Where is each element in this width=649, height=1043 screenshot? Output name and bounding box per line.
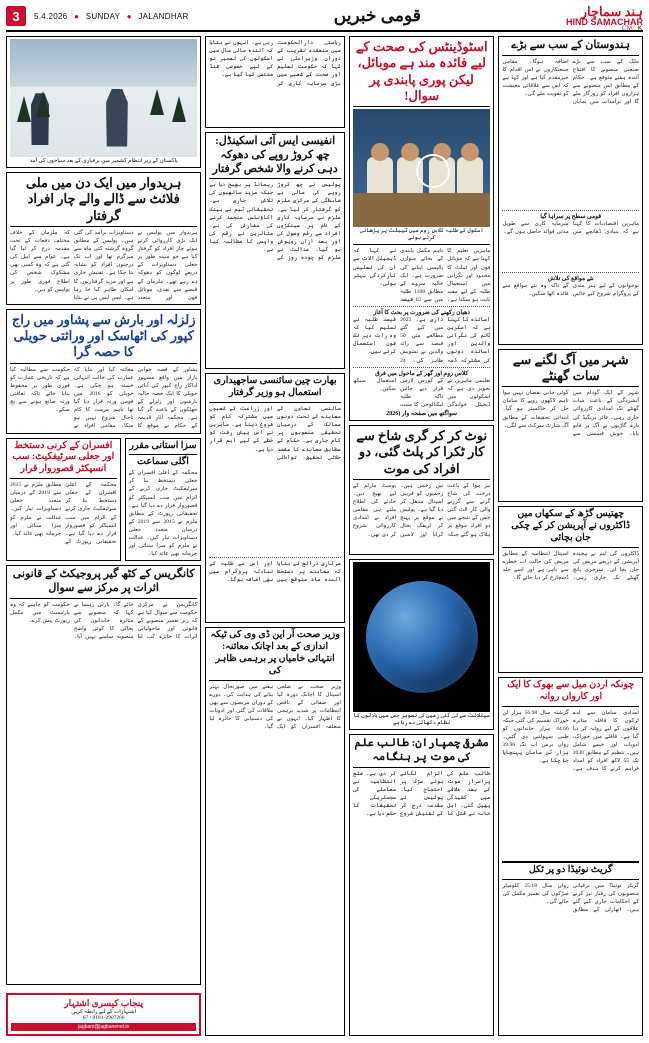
story-haridwar-text: ہریدوار میں پولیس نے ایک بڑی کارروائی کرتے ہوئے چار افراد کو گرفتار کیا ہے جو مبینہ طور پر جعلی دستاویزات کے ذریعے لوگوں کو دھوکہ دے رہے تھے۔ ملزمان کے قبضے سے نقدی، موبائل فون اور متعدد دستاویزات برآمد کی گئی ہیں۔ پولیس کے مطابق گروہ گزشتہ کئی ماہ سے سرگرم تھا اور اب تک درجنوں افراد کو نشانہ بنا چکا ہے۔ تفتیش جاری ہے اور مزید گرفتاریوں کا امکان ظاہر کیا جا رہا ہے۔ ایس ایس پی نے بتایا کہ ملزمان کے خلاف مختلف دفعات کے تحت مقدمہ درج کر لیا گیا ہے۔ عوام سے اپیل کی گئی ہے کہ وہ کسی بھی مشکوک شخص کی اطلاع فوری طور پر پولیس کو دیں۔ [10, 229, 198, 301]
column-1 [6, 36, 201, 1036]
story-surgery-text: ڈاکٹروں کی ٹیم نے پیچیدہ آپریشن کے ذریعے مریض کی جان بچا لی۔ سرجری پانچ گھنٹے تک جاری رہی۔ اسپتال انتظامیہ کے مطابق مریض کی حالت اب خطرے سے باہر ہے اور اسے جلد ڈسچارج کر دیا جائے گا۔ [502, 550, 639, 582]
globe-graphic [366, 581, 478, 693]
story-haridwar-headline: ہریدوار میں ایک دن میں ملی فلائٹ سے ڈالے والے چار افراد گرفتار [25, 175, 182, 223]
column-4 [498, 36, 643, 1036]
story-health-minister-headline: وزیر صحت آر این ڈی وی کی ٹیکہ اندازی کے بعد اچانک معائنہ: انتہائی خامیاں پر برہمی ظاہر کی [210, 630, 340, 676]
story-champaran [349, 734, 495, 1036]
lead-story-text: ماہرین تعلیم کا کہنا ہے کہ موبائل فون اور ٹیبلٹ کا محدود اور نگرانی میں استعمال طلبہ کے لیے مفید ثابت ہو سکتا ہے۔ تاہم مکمل پابندی کے بجائے متوازن پالیسی اپنانے کی ضرورت ہے۔ ایک حالیہ سروے کے مطابق 1108 طلبہ میں سے 62 فیصد نے کہا کہ ڈیجیٹل آلات سے ان کی تعلیمی کارکردگی بہتر ہوئی۔ [352, 248, 491, 303]
city-text: JALANDHAR [138, 11, 189, 21]
story-science [205, 373, 345, 623]
highlight-circle-icon [416, 154, 450, 188]
story-surgery-headline: چھتیس گڑھ کے سکھاں میں ڈاکٹروں نے آپریشن کر کے چکی جان بچائی [511, 509, 631, 543]
ad-title: پنجاب کیسری اشتہار [64, 998, 144, 1008]
story-subinspector-headline: افسران کے کرنی دستخط اور جعلی سرٹیفکیٹ: سب انسپکٹر قصوروار قرار [12, 440, 115, 475]
ad-email[interactable]: jagbani@jagbanenet.in [11, 1023, 196, 1031]
story-peshawar [6, 309, 201, 434]
classroom-photo [353, 109, 491, 227]
day-text: SUNDAY [85, 11, 121, 21]
earth-photo-caption: سیٹلائٹ سے لی گئی زمین کی تصویر جس میں بادلوں کا نظام دکھائی دے رہا ہے [353, 712, 490, 727]
story-health-minister-text: وزیر صحت نے ضلعی اسپتال کا اچانک دورہ کیا اور صفائی کے ناقص انتظامات پر شدید برہمی کا اظہار کیا۔ انہوں نے متعلقہ افسران کو ایک ہفتے میں صورتحال بہتر بنانے کی ہدایت کی۔ دورے کے دوران مریضوں سے بھی ملاقات کی گئی اور ادویات کی دستیابی کا جائزہ لیا گیا۔ [209, 683, 341, 731]
lead-story-headline: اسٹوڈینٹس کی صحت کے لیے فائدہ مند ہے موبائل، لیکن پوری پابندی پر سوال! [355, 39, 488, 103]
story-health-minister [205, 627, 345, 1036]
story-champaran-headline: مشرقی چمپاران: طالب علم کی موت پر ہنگامہ [354, 737, 489, 763]
story-subinspector-text: محکمہ کے اعلیٰ افسران کے جعلی دستخط بنا کر سرٹیفکیٹ جاری کرنے کے الزام میں سب انسپکٹر کو قصوروار قرار دے دیا گیا ہے۔ تحقیقاتی رپورٹ کے مطابق ملزم نے 2015 سے 2019 کے درمیان متعدد جعلی دستاویزات تیار کیں۔ عدالت نے ملزم کو سزا سنائی اور جرمانہ بھی عائد کیا۔ [10, 482, 117, 545]
story-congress [6, 565, 201, 985]
masthead [6, 4, 643, 32]
sidebar-court-text: محکمہ کے اعلیٰ افسران کے جعلی دستخط بنا کر سرٹیفکیٹ جاری کرنے کے الزام میں سب انسپکٹر کو قصوروار قرار دے دیا گیا ہے۔ تحقیقاتی رپورٹ کے مطابق ملزم نے 2015 سے 2019 کے درمیان متعدد جعلی دستاویزات تیار کیں۔ عدالت نے ملزم کو سزا سنائی اور جرمانہ بھی عائد کیا۔ [128, 470, 198, 558]
col4-sub-head-1: قومی سطح پر سراہا گیا [540, 213, 602, 220]
lead-sub-text-2: تعلیمی ماہرین نے تجویز دی ہے کہ اسکولوں میں ڈیجیٹل خواندگی کے کورس لازمی قرار دیے جائیں تاکہ طلبہ ٹیکنالوجی کا مثبت استعمال سیکھ سکیں۔ [352, 377, 491, 409]
col4-top-headline: ہندوستان کے سب سے بڑے [511, 39, 631, 51]
story-aid-convoy-headline: چونکہ اردن میل سے بھوک کا ایک اور کارواں روانہ [507, 679, 635, 702]
story-surgery [498, 506, 643, 673]
story-scandal-headline: انفیسی ایس آئی اسکینڈل: چھ کروڑ روپے کی دھوکہ دہی کرنے والا شخص گرفتار [212, 135, 338, 175]
snow-photo-caption: پاکستان کے زیر انتظام کشمیر میں برفباری کے بعد سیاحوں کی آمد [29, 158, 178, 164]
col4-sub-text-1: ماہرین اقتصادیات کا کہنا ہے کہ بنیادی ڈھانچے میں سرمایہ کاری سے طویل مدتی فوائد حاصل ہوں گے۔ [502, 220, 639, 235]
col2-brief-text: ریاستی دارالحکومت میں منعقدہ تقریب کے دوران وزیراعلیٰ نے کہا کہ حکومت تعلیم اور صحت کے شعبے میں بڑی سرمایہ کاری کر رہی ہے۔ انہوں نے بتایا کہ آئندہ مالی سال میں اسکولوں کی تعمیر نو کے لیے خصوصی فنڈ مختص کیا گیا ہے۔ [209, 40, 341, 87]
snow-photo-block [6, 36, 201, 168]
snow-photo [10, 39, 197, 157]
col4-top-text: ملک کے سب سے بڑے صنعتی منصوبے کا افتتاح آئندہ ہفتے متوقع ہے۔ حکام کے مطابق اس منصوبے سے ہزاروں افراد کو روزگار ملے گا اور برآمدات میں نمایاں اضافہ ہوگا۔ مقامی صنعتکاروں نے اس اقدام کا خیرمقدم کیا ہے اور کہا ہے کہ اس سے علاقائی معیشت کو تقویت ملے گی۔ [502, 58, 639, 106]
story-science-headline: بھارت چین سائنسی ساجھیداری استعمال ہو وزیر گرفتار [213, 376, 337, 399]
earth-photo [353, 562, 491, 712]
section-title: قومی خبریں [333, 6, 421, 25]
sidebar-court-sub: اگلی سماعت [137, 457, 189, 468]
page-columns [6, 36, 643, 1036]
story-car-crash-headline: نوٹ کر کر گری شاخ سے کار ٹکرا کر پلٹ گئی، دو افراد کی موت [356, 428, 488, 476]
sidebar-court-headline: سزا استانی مقرر [129, 440, 197, 451]
col4-sub-head-2: نئے مواقع کی تلاش [547, 275, 594, 282]
column-3 [349, 36, 495, 1036]
cmyk-registration-marks: CMYK [621, 26, 643, 32]
story-aid-convoy [498, 677, 643, 1036]
col2-brief [205, 36, 345, 128]
lead-sub-head-2: کلاس روم اور گھر کے ماحول میں فرق [375, 370, 469, 377]
story-noida-text: گریٹر نوئیڈا میں ترقیاتی منصوبوں کی رفتار تیز کرنے کے احکامات جاری کیے گئے ہیں۔ اتھارٹی کے مطابق رواں سال 25.18 کلومیٹر سڑکوں کی تعمیر مکمل کی جائے گی۔ [502, 882, 639, 913]
lead-story-mobile [349, 36, 495, 421]
story-subinspector [6, 438, 121, 562]
masthead-date [34, 12, 189, 21]
story-scandal-text: پولیس نے چھ کروڑ روپے کی مالی بے ضابطگی کے مرکزی ملزم کو گرفتار کر لیا ہے۔ ملزم نے سرمایہ کاری کے نام پر سینکڑوں افراد سے رقم وصول کی اور بعد ازاں روپوش ہو گیا۔ عدالت نے ملزم کو چودہ روز کے ریمانڈ پر بھیج دیا ہے جبکہ مزید ساتھیوں کی تلاش جاری ہے۔ تحقیقاتی ٹیم نے بینک اکاؤنٹس منجمد کرنے کی سفارش کی ہے۔ متاثرین نے رقم کی واپسی کا مطالبہ کیا ہے۔ [209, 182, 341, 262]
story-peshawar-text: پشاور کے قصہ خوانی بازار میں واقع مشہور اداکار راج کپور کی آبائی حویلی کا ایک حصہ حالیہ بارشوں اور زلزلے کے جھٹکوں کے باعث گر گیا ہے۔ محکمہ آثار قدیمہ کے حکام نے موقع کا معائنہ کیا اور بتایا کہ عمارت کی حالت انتہائی خستہ ہو چکی ہے۔ حویلی کو 2016 میں قومی ورثہ قرار دیا گیا تھا تاہم مرمت کا کام تاحال شروع نہیں ہو سکا۔ مقامی افراد نے حکومت سے مطالبہ کیا ہے کہ تاریخی عمارت کو فوری طور پر محفوظ بنایا جائے تاکہ ثقافتی ورثہ ضائع ہونے سے بچ سکے۔ [10, 366, 198, 430]
publication-brand [566, 5, 643, 27]
story-aid-convoy-text: امدادی سامان سے لدے ٹرکوں کا قافلہ متاثرہ علاقوں کے لیے روانہ کر دیا گیا ہے۔ قافلے میں خوراک، ادویات اور خیمے شامل ہیں۔ تنظیم کے مطابق 2030 تک 55 لاکھ افراد کو امداد فراہم کرنے کا ہدف ہے۔ گزشتہ سال 56.98 ہزار ٹن خوراک تقسیم کی گئی جبکہ 44.66 ہزار خاندانوں کو طبی سہولتیں دی گئیں۔ رواں برس اب تک 39.96 ہزار ٹن سامان پہنچایا جا چکا ہے۔ [502, 709, 639, 773]
col4-top-story [498, 36, 643, 345]
story-car-crash-text: تیز ہوا کے باعث درخت کی شاخ گرنے سے گزرنے والی کار الٹ گئی جس کے نتیجے میں دو افراد موقع پر ہلاک ہو گئے جبکہ تین زخمی ہیں۔ زخمیوں کو قریبی اسپتال منتقل کر دیا گیا ہے۔ پولیس نے موقع پر پہنچ کر ٹریفک بحال کرایا اور لاشیں پوسٹ مارٹم کے لیے بھیج دیں۔ حادثے کی اطلاع ملتے ہی مقامی افراد نے امدادی کارروائی شروع کر دی تھی۔ [352, 482, 491, 538]
story-champaran-text: طالب علم کی پراسرار موت کے بعد علاقے میں کشیدگی پھیل گئی۔ اہل خانہ نے قتل کا الزام لگاتے ہوئے سڑک پر احتجاج کیا۔ پولیس نے مقدمہ درج کر کے تفتیش شروع کر دی ہے۔ ضلع انتظامیہ نے معاملے کی مجسٹریٹی تحقیقات کا حکم دیا ہے۔ [352, 770, 491, 818]
story-haridwar [6, 172, 201, 305]
story-fire [498, 349, 643, 503]
column-2 [205, 36, 345, 1036]
story-noida-headline: گریٹ نوئیڈا دو پر ٹکل [528, 864, 613, 875]
lead-sub-head-1: دھیان رکھنے کی ضرورت پر بحث کا آغاز [373, 310, 470, 317]
page-number: 3 [6, 6, 26, 26]
story-congress-text: کانگریس نے مرکزی حکومت سے سوال کیا ہے کہ زیر تعمیر منصوبے کے قانونی اور ماحولیاتی اثرات کا جائزہ کب لیا جائے گا۔ پارٹی رہنما نے کہا کہ منصوبے سے متاثرہ خاندانوں کی بحالی کا کوئی واضح منصوبہ سامنے نہیں آیا۔ حکومت کو چاہیے کہ وہ پارلیمنٹ میں مکمل رپورٹ پیش کرے۔ [10, 601, 198, 641]
story-science-more: سرکاری ذرائع نے بتایا کہ معاہدے پر دستخط آئندہ ماہ متوقع ہیں اور اس سے طلبہ کے تبادلہ پروگرام میں بھی اضافہ ہوگا۔ [209, 561, 341, 584]
brand-english: HIND SAMACHAR [566, 17, 643, 27]
dot-separator-icon: ● [74, 11, 80, 21]
advertisement-box[interactable] [6, 993, 201, 1036]
ad-phone: 0181-2907266 / 67 [82, 1015, 125, 1021]
dot-separator-icon-2: ● [126, 11, 132, 21]
story-fire-text: شہر کے ایک گودام میں آتشزدگی کے باعث سات گھنٹے تک امدادی کارروائی جاری رہی۔ فائر بریگیڈ کی بارہ گاڑیوں نے آگ پر قابو پایا۔ خوش قسمتی سے کوئی جانی نقصان نہیں ہوا تاہم لاکھوں روپے کا سامان جل کر خاکستر ہو گیا۔ ابتدائی تحقیقات کے مطابق آگ شارٹ سرکٹ سے لگی۔ [502, 390, 639, 437]
story-science-text: سائنسی تعاون کے معاہدے کے تحت دونوں ممالک کے درمیان تحقیقی منصوبوں پر کام جاری ہے۔ حکام کے مطابق معاہدے کا مقصد خلائی تحقیق، توانائی اور زراعت کے شعبوں میں مشترکہ کام کو فروغ دینا ہے۔ ماہرین نے اس پیش رفت کو خطے کے لیے اہم قرار دیا ہے۔ [209, 406, 341, 461]
brand-urdu: ہند سماچار [580, 4, 643, 19]
story-scandal [205, 132, 345, 369]
sidebar-court [125, 438, 202, 562]
col4-sub-text-2: نوجوانوں کے لیے ہنر مندی کے پروگرام شروع کیے جائیں گے تاکہ وہ نئے مواقع سے فائدہ اٹھا سکیں۔ [502, 282, 639, 297]
story-fire-headline: شہر میں آگ لگنے سے سات گھنٹے [512, 351, 629, 383]
classroom-photo-caption: اسکول کے طلبہ کلاس روم میں ٹیبلٹ پر پڑھائی کرتے ہوئے [359, 228, 484, 242]
story-congress-headline: کانگریس کے کٹھ گیر پروجیکٹ کے قانونی اثرات پر مرکز سے سوال [12, 568, 195, 595]
lead-byline: سواگتھ میں صفحہ وار (2026 [386, 411, 458, 418]
lead-sub-text-1: اساتذہ کا کہنا ہے کہ اسکرین ٹائم کی نگرانی والدین اور اساتذہ دونوں کی مشترکہ ذمہ داری ہے۔ 2023 میں کیے گئے مطالعے میں 50 فیصد سے زائد والدین نے تشویش ظاہر کی۔ 24 فیصد طلبہ نے تسلیم کیا کہ وہ رات دیر تک فون استعمال کرتے ہیں۔ [352, 317, 491, 364]
story-peshawar-headline: زلزلہ اور بارش سے پشاور میں راج کپور کی اٹھاسک اور وراثتی حویلی کا حصہ گرا [11, 311, 196, 360]
ad-line-1: اشتہارات کے لیے رابطہ کریں [71, 1009, 137, 1015]
date-text: 5.4.2026 [34, 11, 68, 21]
story-car-crash [349, 425, 495, 555]
earth-photo-block [349, 559, 495, 730]
